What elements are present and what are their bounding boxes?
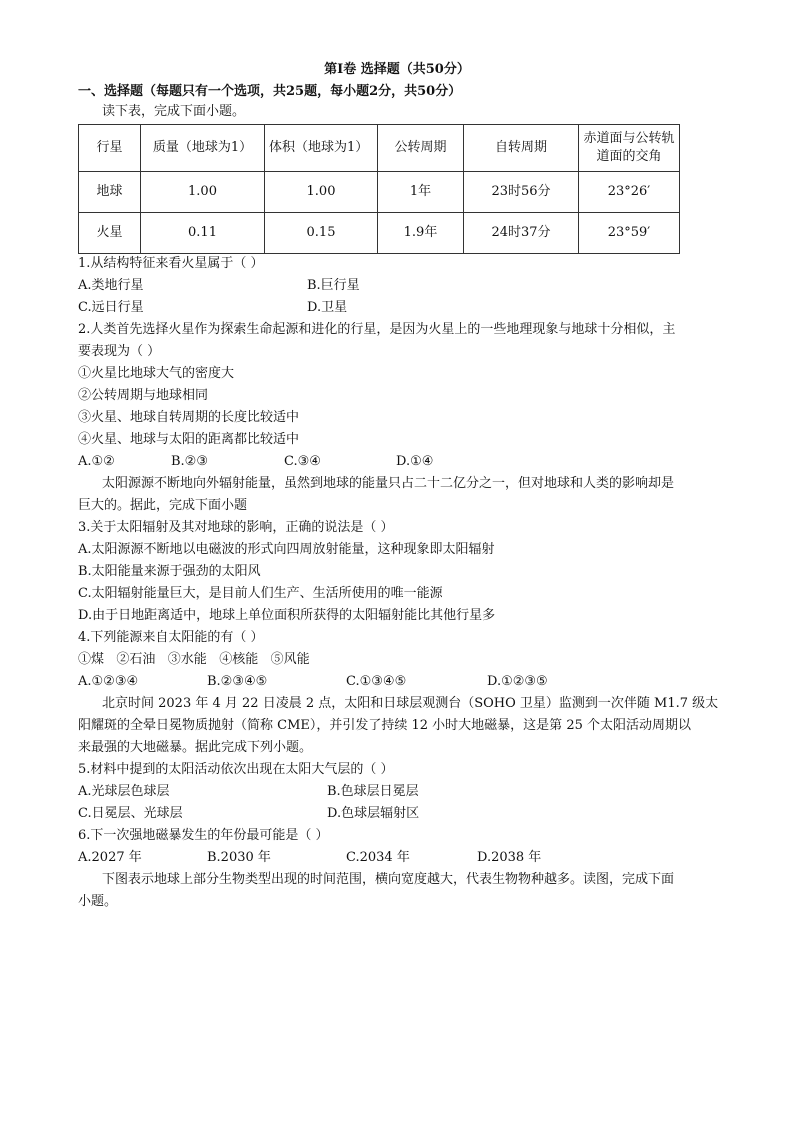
question-6-stem: 6.下一次强地磁暴发生的年份最可能是（ ） — [78, 828, 329, 843]
material-3-text-cont: 来最强的大地磁暴。据此完成下列小题。 — [78, 740, 313, 755]
question-2-item: ①火星比地球大气的密度大 — [78, 366, 235, 381]
question-3-option-c[interactable]: C.太阳辐射能量巨大，是目前人们生产、生活所使用的唯一能源 — [78, 586, 443, 601]
question-5-option-b[interactable]: B.色球层日冕层 — [327, 784, 419, 799]
planet-comparison-table — [78, 124, 680, 254]
question-1-option-b[interactable]: B.巨行星 — [307, 278, 360, 293]
question-4-option-d[interactable]: D.①②③⑤ — [487, 674, 548, 689]
question-5-option-a[interactable]: A.光球层色球层 — [78, 784, 170, 799]
question-1-option-d[interactable]: D.卫星 — [307, 300, 348, 315]
question-6-option-d[interactable]: D.2038 年 — [477, 850, 542, 865]
table-cell: 24时37分 — [464, 213, 579, 254]
question-2-option-a[interactable]: A.①② — [78, 454, 115, 469]
table-cell: 23°26′ — [579, 172, 680, 213]
question-6-option-b[interactable]: B.2030 年 — [207, 850, 271, 865]
table-intro: 读下表，完成下面小题。 — [102, 104, 246, 119]
table-row — [79, 172, 680, 213]
section-heading: 一、选择题（每题只有一个选项，共25题，每小题2分，共50分） — [78, 84, 462, 99]
header-cell: 行星 — [79, 125, 141, 172]
question-3-option-b[interactable]: B.太阳能量来源于强劲的太阳风 — [78, 564, 261, 579]
table-header-row — [79, 125, 680, 172]
question-4-items: ①煤 ②石油 ③水能 ④核能 ⑤风能 — [78, 652, 310, 667]
question-2-item: ③火星、地球自转周期的长度比较适中 — [78, 410, 300, 425]
material-3-text-cont: 阳耀斑的全晕日冕物质抛射（简称 CME），并引发了持续 12 小时大地磁暴，这是第 25 个太阳活动周期以 — [78, 718, 691, 733]
question-4-stem: 4.下列能源来自太阳能的有（ ） — [78, 630, 264, 645]
table-row — [79, 213, 680, 254]
material-2-text-cont: 巨大的。据此，完成下面小题 — [78, 498, 248, 513]
header-cell: 赤道面与公转轨道面的交角 — [579, 125, 680, 172]
question-2-option-b[interactable]: B.②③ — [171, 454, 208, 469]
material-4-text: 下图表示地球上部分生物类型出现的时间范围，横向宽度越大，代表生物物种越多。读图，完成下面 — [102, 872, 675, 887]
question-2-option-c[interactable]: C.③④ — [284, 454, 321, 469]
question-1-stem: 1.从结构特征来看火星属于（ ） — [78, 256, 264, 271]
question-3-stem: 3.关于太阳辐射及其对地球的影响，正确的说法是（ ） — [78, 520, 394, 535]
table-cell: 0.11 — [141, 213, 265, 254]
question-5-option-d[interactable]: D.色球层辐射区 — [327, 806, 420, 821]
question-4-option-c[interactable]: C.①③④⑤ — [346, 674, 407, 689]
question-2-stem-cont: 要表现为（ ） — [78, 344, 161, 359]
question-4-option-a[interactable]: A.①②③④ — [78, 674, 139, 689]
table-cell: 地球 — [79, 172, 141, 213]
question-2-item: ②公转周期与地球相同 — [78, 388, 209, 403]
question-5-option-c[interactable]: C.日冕层、光球层 — [78, 806, 183, 821]
table-cell: 1年 — [378, 172, 464, 213]
question-6-option-c[interactable]: C.2034 年 — [346, 850, 410, 865]
table-cell: 火星 — [79, 213, 141, 254]
question-3-option-a[interactable]: A.太阳源源不断地以电磁波的形式向四周放射能量，这种现象即太阳辐射 — [78, 542, 495, 557]
table-cell: 1.00 — [141, 172, 265, 213]
table-cell: 1.00 — [265, 172, 378, 213]
question-2-item: ④火星、地球与太阳的距离都比较适中 — [78, 432, 300, 447]
question-5-stem: 5.材料中提到的太阳活动依次出现在太阳大气层的（ ） — [78, 762, 394, 777]
header-cell: 质量（地球为1） — [141, 125, 265, 172]
table-cell: 0.15 — [265, 213, 378, 254]
part-title: 第I卷 选择题（共50分） — [324, 62, 470, 77]
question-3-option-d[interactable]: D.由于日地距离适中，地球上单位面积所获得的太阳辐射能比其他行星多 — [78, 608, 496, 623]
header-cell: 公转周期 — [378, 125, 464, 172]
question-6-option-a[interactable]: A.2027 年 — [78, 850, 142, 865]
table-cell: 23时56分 — [464, 172, 579, 213]
material-3-text: 北京时间 2023 年 4 月 22 日凌晨 2 点，太阳和日球层观测台（SOHO 卫星）监测到一次伴随 M1.7 级太 — [102, 696, 719, 711]
material-4-text-cont: 小题。 — [78, 894, 118, 909]
header-cell: 体积（地球为1） — [265, 125, 378, 172]
material-2-text: 太阳源源不断地向外辐射能量，虽然到地球的能量只占二十二亿分之一，但对地球和人类的影响却是 — [102, 476, 675, 491]
question-4-option-b[interactable]: B.②③④⑤ — [207, 674, 268, 689]
header-cell: 自转周期 — [464, 125, 579, 172]
table-cell: 1.9年 — [378, 213, 464, 254]
table-cell: 23°59′ — [579, 213, 680, 254]
question-1-option-a[interactable]: A.类地行星 — [78, 278, 144, 293]
question-2-stem: 2.人类首先选择火星作为探索生命起源和进化的行星，是因为火星上的一些地理现象与地球十分相似，主 — [78, 322, 676, 337]
question-1-option-c[interactable]: C.远日行星 — [78, 300, 144, 315]
question-2-option-d[interactable]: D.①④ — [396, 454, 434, 469]
